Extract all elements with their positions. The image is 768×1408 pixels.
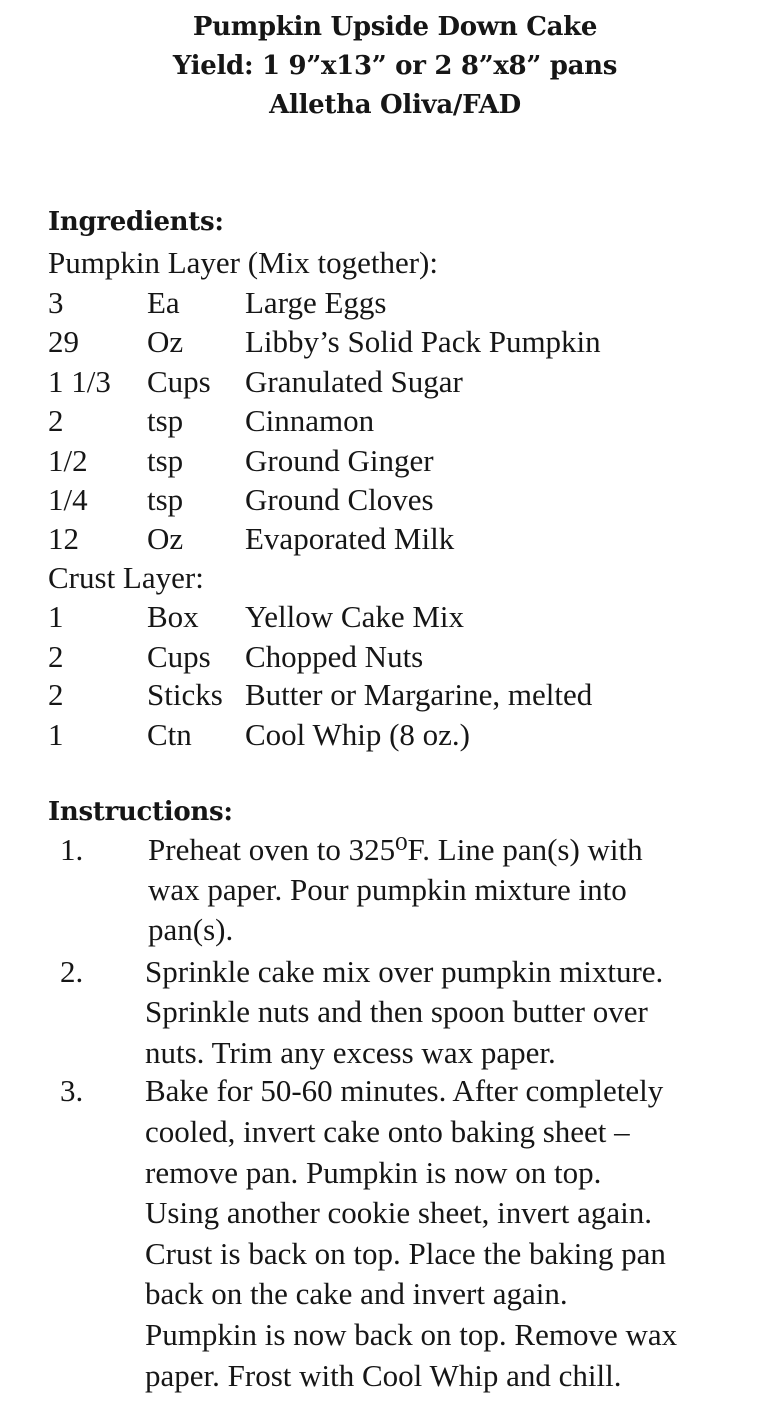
ingredient-name: Ground Cloves (245, 482, 434, 517)
ingredient-qty: 1/4 (48, 482, 88, 517)
ingredient-qty: 2 (48, 403, 64, 438)
ingredient-row (0, 597, 768, 636)
ingredient-name: Large Eggs (245, 285, 387, 320)
ingredient-row (0, 283, 768, 322)
ingredient-row (0, 480, 768, 519)
step-text-line: back on the cake and invert again. (145, 1276, 568, 1311)
ingredient-unit: Box (147, 599, 199, 634)
recipe-header (0, 8, 768, 125)
recipe-author: Alletha Oliva/FAD (269, 90, 521, 120)
ingredient-name: Chopped Nuts (245, 639, 424, 674)
ingredient-name: Ground Ginger (245, 443, 434, 478)
step-text-line: Pumpkin is now back on top. Remove wax (145, 1317, 678, 1352)
step-text-line: Sprinkle cake mix over pumpkin mixture. (145, 954, 664, 989)
step-text-line: Crust is back on top. Place the baking pan (145, 1236, 666, 1271)
instruction-step (0, 830, 768, 952)
crust-layer-label: Crust Layer: (48, 560, 204, 595)
ingredient-unit: Ea (147, 285, 180, 320)
ingredient-row (0, 322, 768, 361)
step-text-line: Preheat oven to 325⁰F. Line pan(s) with (148, 832, 643, 867)
ingredient-name: Butter or Margarine, melted (245, 677, 593, 712)
ingredients-heading: Ingredients: (48, 207, 224, 237)
instruction-step (0, 1071, 768, 1401)
ingredient-row (0, 519, 768, 558)
ingredient-name: Granulated Sugar (245, 364, 463, 399)
ingredient-name: Libby’s Solid Pack Pumpkin (245, 324, 601, 359)
step-text-line: wax paper. Pour pumpkin mixture into (148, 872, 627, 907)
ingredient-row (0, 637, 768, 676)
ingredient-qty: 1 (48, 717, 64, 752)
step-text-line: Using another cookie sheet, invert again. (145, 1195, 653, 1230)
ingredient-row (0, 675, 768, 714)
ingredient-qty: 29 (48, 324, 79, 359)
ingredient-unit: Cups (147, 364, 211, 399)
ingredient-unit: Oz (147, 324, 184, 359)
ingredient-row (0, 362, 768, 401)
ingredient-name: Cool Whip (8 oz.) (245, 717, 471, 752)
step-text-line: remove pan. Pumpkin is now on top. (145, 1155, 602, 1190)
ingredient-unit: tsp (147, 482, 184, 517)
step-text-line: Bake for 50-60 minutes. After completely (145, 1073, 664, 1108)
ingredient-unit: tsp (147, 443, 184, 478)
ingredient-qty: 2 (48, 639, 64, 674)
step-number: 2. (60, 954, 84, 989)
ingredient-unit: Oz (147, 521, 184, 556)
recipe-yield: Yield: 1 9”x13” or 2 8”x8” pans (172, 51, 618, 81)
instruction-step (0, 952, 768, 1074)
ingredient-qty: 12 (48, 521, 79, 556)
ingredient-name: Yellow Cake Mix (245, 599, 465, 634)
ingredient-qty: 1/2 (48, 443, 88, 478)
pumpkin-layer-label: Pumpkin Layer (Mix together): (48, 245, 438, 280)
ingredient-name: Cinnamon (245, 403, 375, 438)
ingredient-row (0, 401, 768, 440)
step-number: 1. (60, 832, 84, 867)
ingredient-unit: Cups (147, 639, 211, 674)
ingredient-qty: 1 1/3 (48, 364, 111, 399)
ingredient-qty: 3 (48, 285, 64, 320)
recipe-title: Pumpkin Upside Down Cake (192, 12, 598, 42)
step-text-line: cooled, invert cake onto baking sheet – (145, 1114, 630, 1149)
step-text-line: Sprinkle nuts and then spoon butter over (145, 994, 648, 1029)
ingredient-qty: 1 (48, 599, 64, 634)
ingredient-qty: 2 (48, 677, 64, 712)
ingredient-row (0, 715, 768, 754)
ingredient-name: Evaporated Milk (245, 521, 455, 556)
step-text-line: nuts. Trim any excess wax paper. (145, 1035, 556, 1070)
instructions-heading: Instructions: (48, 797, 233, 827)
step-text-line: pan(s). (148, 912, 234, 947)
ingredient-row (0, 441, 768, 480)
step-number: 3. (60, 1073, 84, 1108)
step-text-line: paper. Frost with Cool Whip and chill. (145, 1358, 622, 1393)
ingredient-unit: Ctn (147, 717, 192, 752)
ingredient-unit: tsp (147, 403, 184, 438)
ingredient-unit: Sticks (147, 677, 223, 712)
